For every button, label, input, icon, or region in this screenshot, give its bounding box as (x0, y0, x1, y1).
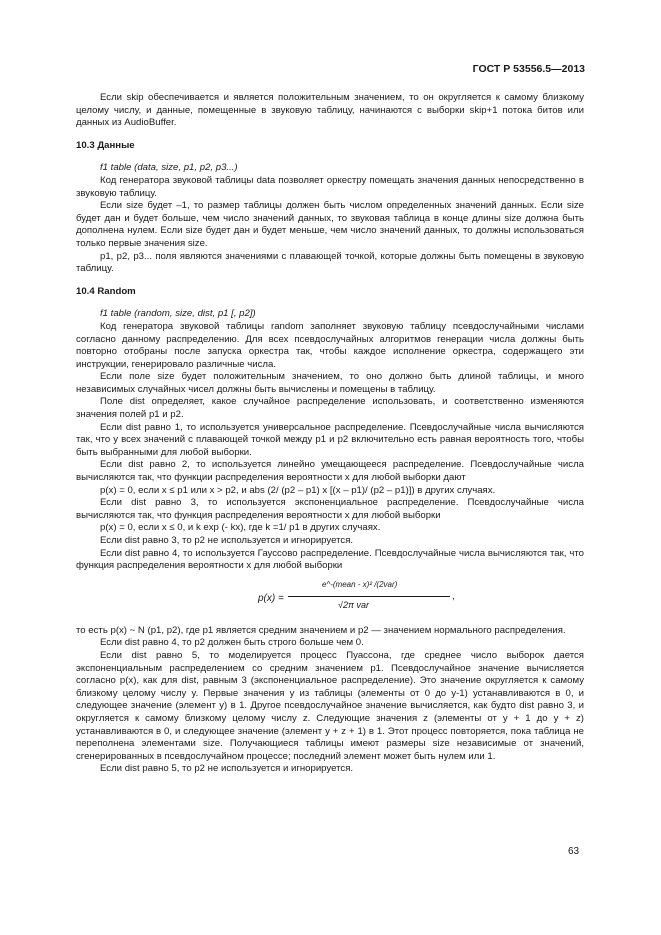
paragraph: Поле dist определяет, какое случайное распределение использовать, и соответственно изменяются значения полей p1 и p2. (76, 396, 584, 421)
gaussian-formula (76, 579, 584, 623)
paragraph: Код генератора звуковой таблицы random заполняет звуковую таблицу псевдослучайными числами согласно данному распределению. Для всех псевдослучайных алгоритмов генерации числа должны быть повторно отобраны после запуска оркестра так, чтобы каждое исполнение оркестра, содержащего эти инструкции, генерировало различные числа. (76, 320, 584, 370)
paragraph: Если dist равно 3, то p2 не используется и игнорируется. (100, 535, 354, 546)
paragraph: Если dist равно 3, то используется экспоненциальное распределение. Псевдослучайные числа вычисляются так, что функция распределения вероятности x для любой выборки (76, 497, 584, 521)
page-number: 63 (568, 846, 580, 857)
paragraph: Код генератора звуковой таблицы data позволяет оркестру помещать значения данных непосредственно в звуковую таблицу. (76, 174, 584, 199)
paragraph: p1, p2, p3... поля являются значениями с плавающей точкой, которые должны быть помещены в звуковую таблицу. (76, 250, 584, 275)
paragraph: Если dist равно 4, то p2 должен быть строго больше чем 0. (100, 637, 364, 649)
paragraph: то есть p(x) ~ N (p1, p2), где p1 является средним значением и p2 — значением нормального распределения. (76, 624, 566, 636)
standard-header: ГОСТ Р 53556.5—2013 (472, 63, 585, 75)
formula-numerator: e^-(mean - x)² /(2var) (322, 579, 398, 589)
paragraph: p(x) = 0, если x ≤ 0, и k exp (- kx), где k =1/ p1 в других случаях. (100, 522, 381, 534)
paragraph: Если skip обеспечивается и является положительным значением, то он округляется к самому близкому целому числу, и данные, помещенные в звуковую таблицу, начинаются с выборки skip+1 потока битов или данных из AudioBuffer. (76, 92, 584, 129)
paragraph: Если dist равно 5, то моделируется процесс Пуассона, где среднее число выборок дается экспоненциальным распределением со средним значением p1. Псевдослучайное значение вычисляется согласно p(x), как для dist, равным 3 (экспоненциальное распределение). Это значение округляется к самому близкому целому числу y. Первые значения y из таблицы (элементы от 0 до y-1) устанавливаются в 0, и следующее значение (элемент y) в 1. Другое псевдослучайное значение вычисляется, как будто dist равно 3, и округляется к самому близкому целому числу z. Следующие значения z (элементы от y + 1 до y + z) устанавливаются в 0, и следующее значение (элемент y + z + 1) в 1. Этот процесс повторяется, пока таблица не переполнена элементами size. Получающиеся таблицы имеют размеры size независимые от значений, сгенерированных в псевдослучайном процессе; последний элемент может быть нулем или 1. (76, 649, 584, 762)
document-body (76, 92, 584, 776)
paragraph: Если size будет –1, то размер таблицы должен быть числом определенных значений данных. Если size будет дан и будет больше, чем число значений данных, то звуковая таблица в конце длины size должна быть дополнена нулем. Если size будет дан и будет меньше, чем число значений данных, то должны использоваться только первые значения size. (76, 200, 584, 249)
paragraph: Если поле size будет положительным значением, то оно должно быть длиной таблицы, и много независимых случайных чисел должны быть вычислены и помещены в таблицу. (76, 371, 584, 395)
paragraph: p(x) = 0, если x ≤ p1 или x > p2, и abs (2/ (p2 – p1) x [(x – p1)/ (p2 – p1)]) в других случаях. (100, 484, 496, 496)
paragraph: Если dist равно 4, то используется Гауссово распределение. Псевдослучайные числа вычисляются так, что функция распределения вероятности x для любой выборки (76, 547, 584, 572)
formula-comma: , (452, 590, 455, 602)
function-signature: f1 table (data, size, p1, p2, p3...) (100, 162, 238, 174)
paragraph: Если dist равно 2, то используется линейно умещающееся распределение. Псевдослучайные числа вычисляются так, что функции распределения вероятности x для любой выборки дают (76, 459, 584, 484)
paragraph: Если dist равно 1, то используется универсальное распределение. Псевдослучайные числа вычисляются так, что у всех значений с плавающей точкой между p1 и p2 включительно есть равная вероятность того, чтобы быть выбранными для любой выборки. (76, 421, 584, 458)
function-signature: f1 table (random, size, dist, p1 [, p2]) (100, 308, 256, 320)
fraction-bar (288, 596, 450, 597)
formula-lhs: p(x) = (258, 592, 284, 604)
paragraph: Если dist равно 5, то p2 не используется и игнорируется. (100, 763, 354, 775)
section-heading: 10.4 Random (76, 285, 136, 297)
section-heading: 10.3 Данные (76, 139, 135, 151)
formula-denominator: √2π var (338, 599, 369, 610)
